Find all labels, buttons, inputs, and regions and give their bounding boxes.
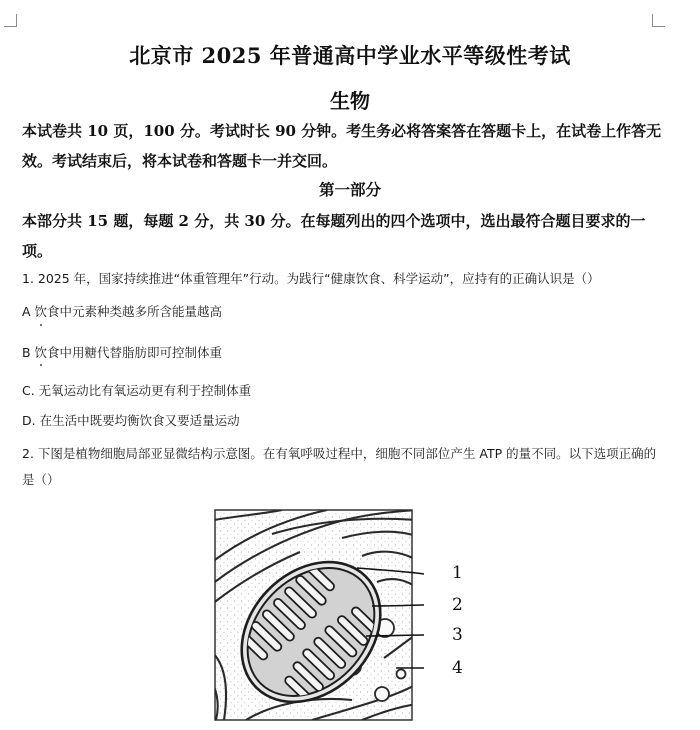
question-1-option-d: D. 在生活中既要均衡饮食又要适量运动 [22, 413, 240, 428]
figure-label-4: 4 [452, 658, 463, 678]
figure-label-3: 3 [452, 625, 463, 645]
part-intro: 本部分共 15 题，每题 2 分，共 30 分。在每题列出的四个选项中，选出最符合题目要求的一项。 [22, 212, 646, 260]
page-corner-mark-left [4, 14, 17, 27]
cell-structure-figure [212, 508, 472, 730]
figure-label-2: 2 [452, 595, 463, 615]
page-corner-mark-right [652, 14, 665, 27]
stray-dot [40, 324, 42, 326]
question-2-stem: 2. 下图是植物细胞局部亚显微结构示意图。在有氧呼吸过程中，细胞不同部位产生 ATP 的量不同。以下选项正确的是（） [22, 446, 657, 487]
exam-title: 北京市 2025 年普通高中学业水平等级性考试 [129, 43, 571, 68]
figure-label-1: 1 [452, 563, 463, 583]
leader-line-3 [366, 635, 424, 636]
question-1-option-c: C. 无氧运动比有氧运动更有利于控制体重 [22, 383, 252, 398]
part-heading: 第一部分 [318, 180, 381, 199]
mitochondrion-diagram [212, 508, 472, 726]
exam-instructions: 本试卷共 10 页，100 分。考试时长 90 分钟。考生务必将答案答在答题卡上，在试卷上作答无效。考试结束后，将本试卷和答题卡一并交回。 [22, 122, 662, 170]
question-1-option-b: B 饮食中用糖代替脂肪即可控制体重 [22, 345, 223, 360]
stray-dot [40, 364, 42, 366]
question-1-option-a: A 饮食中元素种类越多所含能量越高 [22, 304, 223, 319]
exam-subject: 生物 [330, 89, 370, 113]
question-1-stem: 1. 2025 年，国家持续推进“体重管理年”行动。为践行“健康饮食、科学运动”，应持有的正确认识是（） [22, 271, 600, 286]
